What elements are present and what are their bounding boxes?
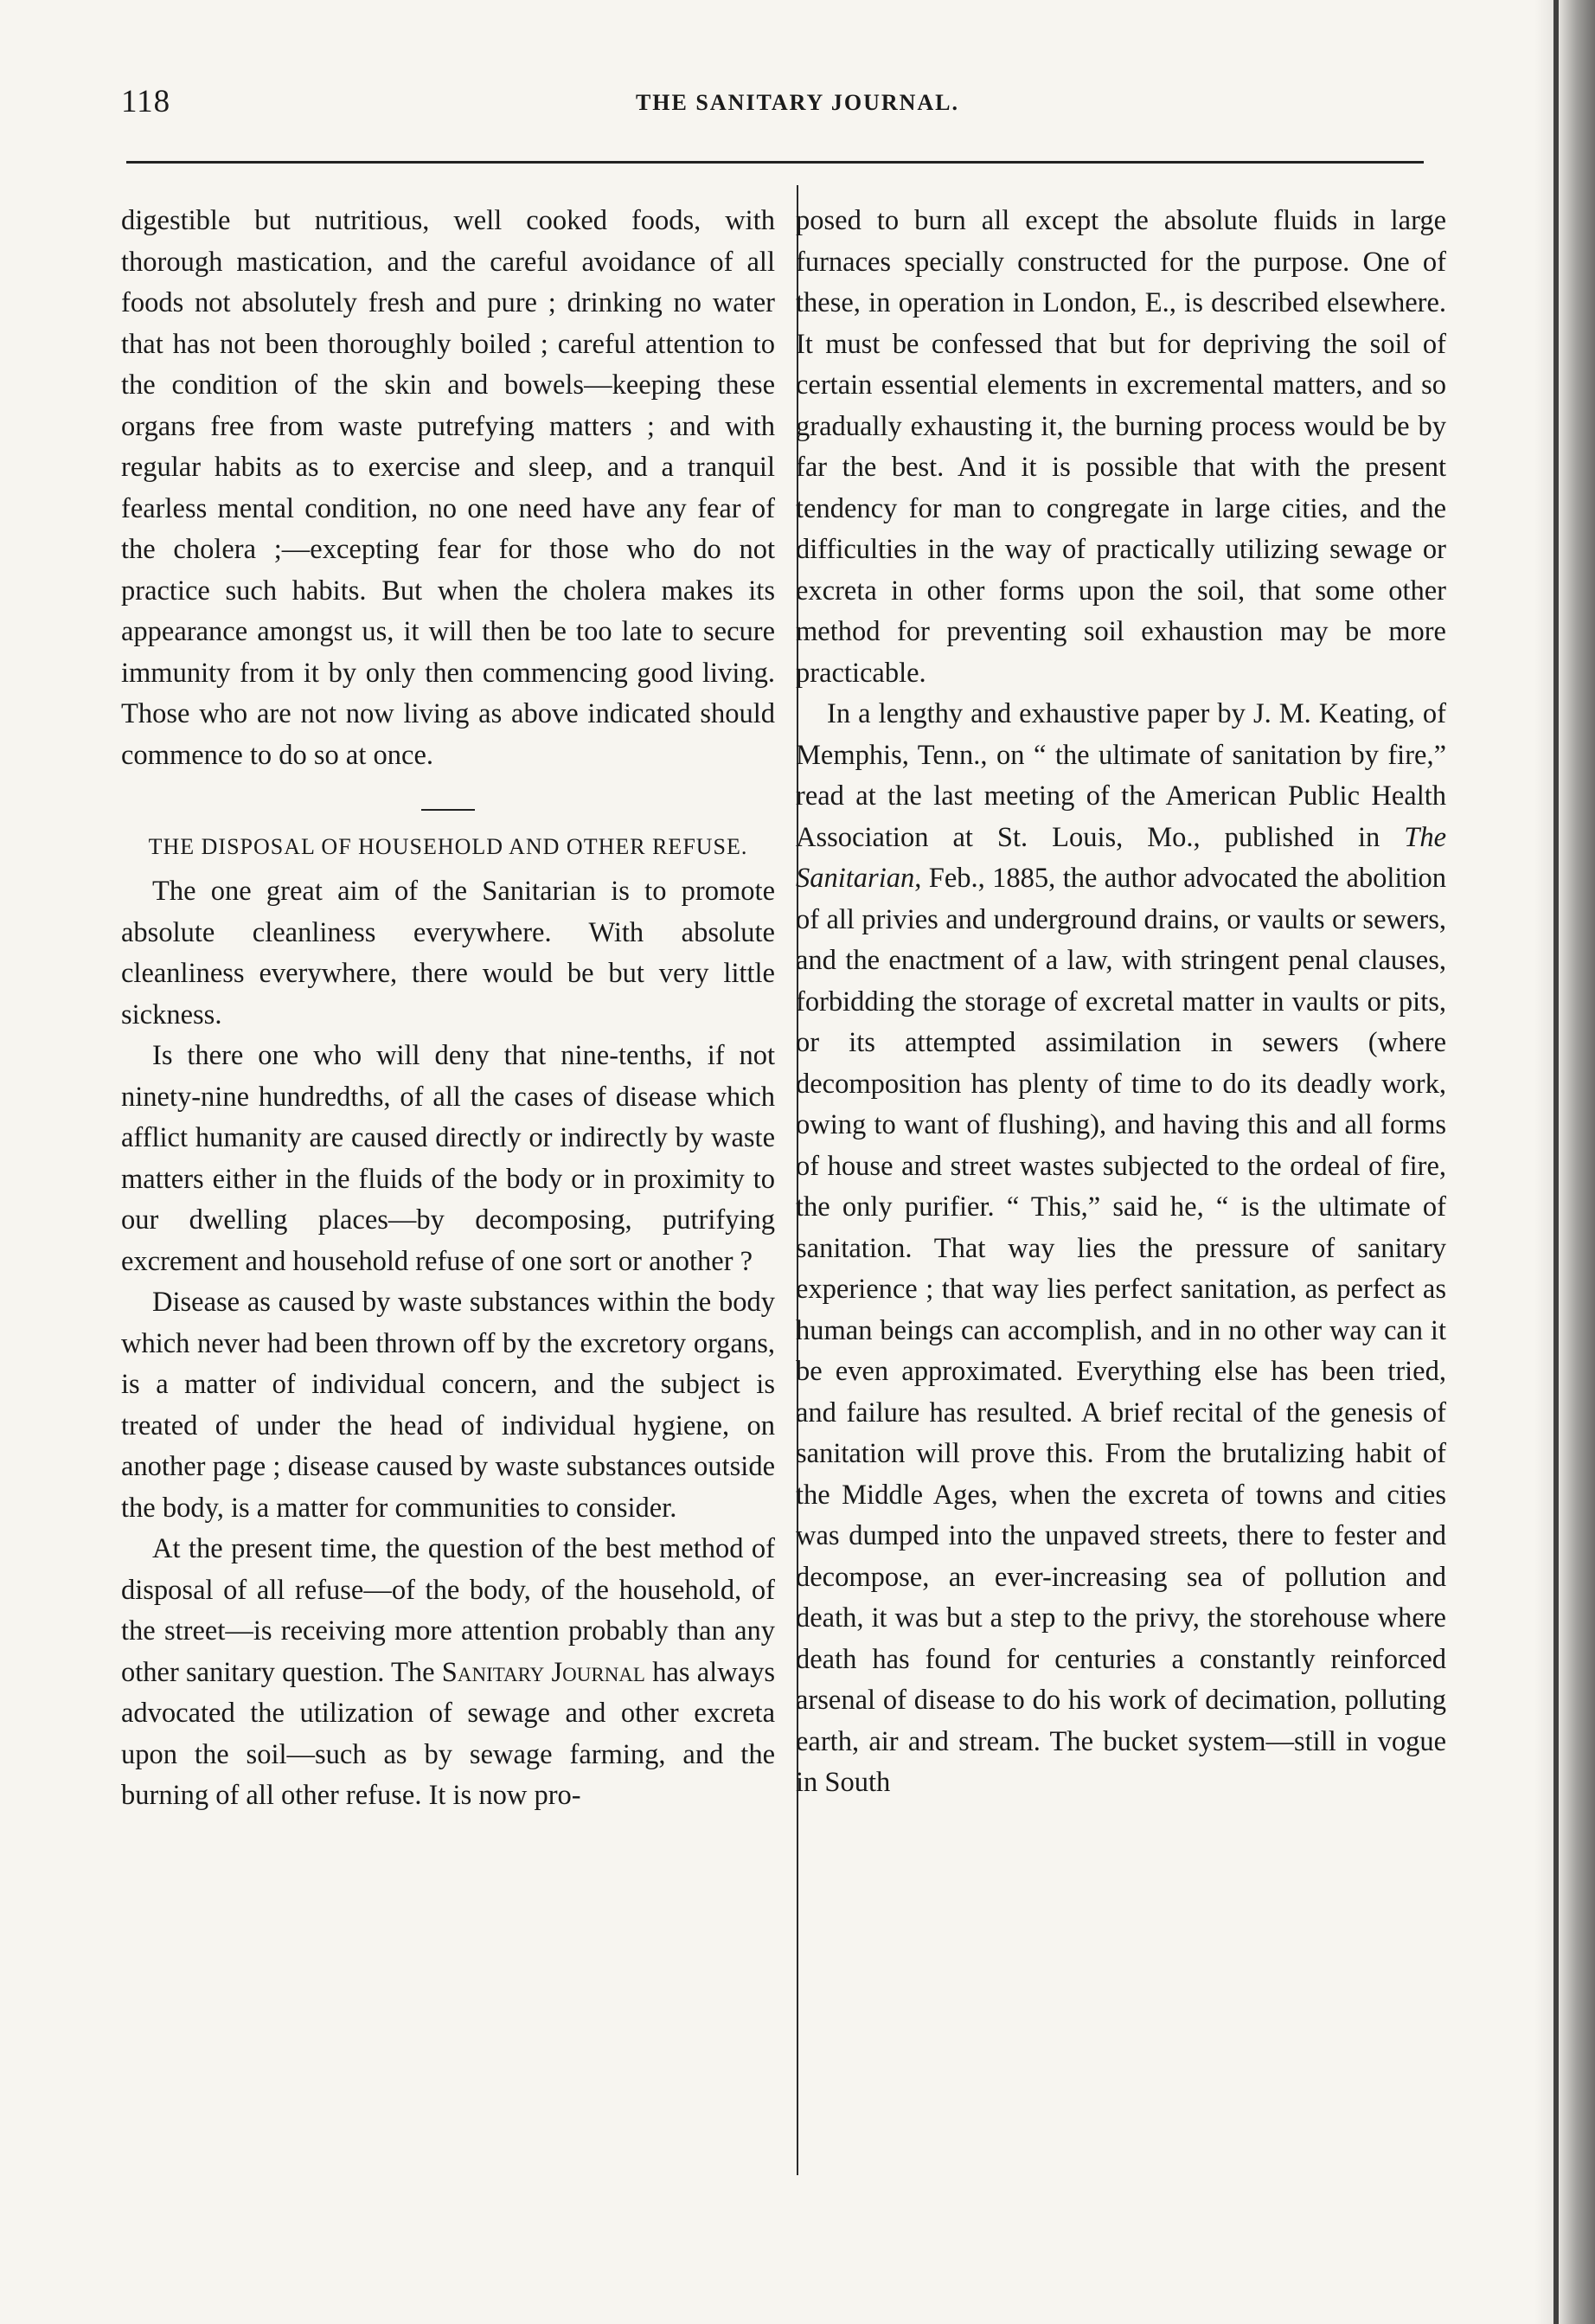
paragraph: The one great aim of the Sanitarian is to promote absolute cleanliness everywhere. With absolute cleanliness everywhere, there would be but very little sickness. <box>121 876 775 1030</box>
section-heading: THE DISPOSAL OF HOUSEHOLD AND OTHER REFUSE. <box>148 834 748 859</box>
right-column <box>796 201 1446 1804</box>
publication-title: The Sanitarian <box>796 821 1446 894</box>
paragraph <box>121 1529 775 1817</box>
paragraph-text: At the present time, the question of the best method of disposal of all refuse—of the body, of the household, of the street—is receiving more attention probably than any other sanitary question. The <box>121 1533 775 1688</box>
paragraph-text: , Feb., 1885, the author advocated the abolition of all privies and underground drains, or vaults or sewers, and the enactment of a law, with stringent penal clauses, forbidding the storage of excretal matter in vaults or pits, or its attempted assimilation in sewers (where decomposition has plenty of time to do its deadly work, owing to want of flushing), and having this and all forms of house and street wastes subjected to the ordeal of fire, the only purifier. “ This,” said he, “ is the ultimate of sanitation. That way lies the pressure of sanitary experience ; that way lies perfect sanitation, as perfect as human beings can accomplish, and in no other way can it be even approximated. Everything else has been tried, and failure has resulted. A brief recital of the genesis of sanitation will prove this. From the brutalizing habit of the Middle Ages, when the excreta of towns and cities was dumped into the unpaved streets, there to fester and decompose, an ever-increasing sea of pollution and death, it was but a step to the privy, the storehouse where death has found for centuries a constantly reinforced arsenal of disease to do his work of decimation, polluting earth, air and stream. The bucket system—still in vogue in South <box>796 863 1446 1798</box>
paragraph-continued: digestible but nutritious, well cooked foods, with thorough mastication, and the careful avoidance of all foods not absolutely fresh and pure ; drinking no water that has not been thoroughly boiled ; careful attention to the condition of the skin and bowels—keeping these organs free from waste putrefying matters ; and with regular habits as to exercise and sleep, and a tranquil fearless mental condition, no one need have any fear of the cholera ;—excepting fear for those who do not practice such habits. But when the cholera makes its appearance amongst us, it will then be too late to secure immunity from it by only then commencing good living. Those who are not now living as above indicated should commence to do so at once. <box>121 205 775 771</box>
running-head: THE SANITARY JOURNAL. <box>635 90 960 115</box>
paragraph-continued: posed to burn all except the absolute fluids in large furnaces specially constructed for the purpose. One of these, in operation in London, E., is described elsewhere. It must be confessed that but for depriving the soil of certain essential elements in excremental matters, and so gradually exhausting it, the burning process would be by far the best. And it is possible that with the present tendency for man to congregate in large cities, and the difficulties in the way of practically utilizing sewage or excreta in other forms upon the soil, that some other method for preventing soil exhaustion may be more practicable. <box>796 205 1446 689</box>
paragraph: Is there one who will deny that nine-tenths, if not ninety-nine hundredths, of all the cases of disease which afflict humanity are caused directly or indirectly by waste matters either in the fluids of the body or in proximity to our dwelling places—by decomposing, putrifying excrement and household refuse of one sort or another ? <box>121 1040 775 1277</box>
left-column <box>121 201 775 1817</box>
section-divider <box>421 809 475 811</box>
paragraph: Disease as caused by waste substances within the body which never had been thrown off by the excretory organs, is a matter of individual concern, and the subject is treated of under the head of individual hygiene, on another page ; disease caused by waste substances outside the body, is a matter for communities to consider. <box>121 1287 775 1524</box>
scan-shadow <box>1534 0 1595 2324</box>
page-number: 118 <box>121 84 171 119</box>
paragraph-text: In a lengthy and exhaustive paper by J. M. Keating, of Memphis, Tenn., on “ the ultimate of sanitation by fire,” read at the last meeting of the American Public Health Association at St. Louis, Mo., published in <box>796 698 1446 853</box>
paragraph <box>796 694 1446 1804</box>
scan-binding-line <box>1553 0 1559 2324</box>
journal-name: Sanitary Journal <box>441 1656 645 1688</box>
header-rule <box>126 161 1424 164</box>
paragraph-text: has always advocated the utilization of sewage and other excreta upon the soil—such as by sewage farming, and the burning of all other refuse. It is now pro- <box>121 1656 776 1811</box>
